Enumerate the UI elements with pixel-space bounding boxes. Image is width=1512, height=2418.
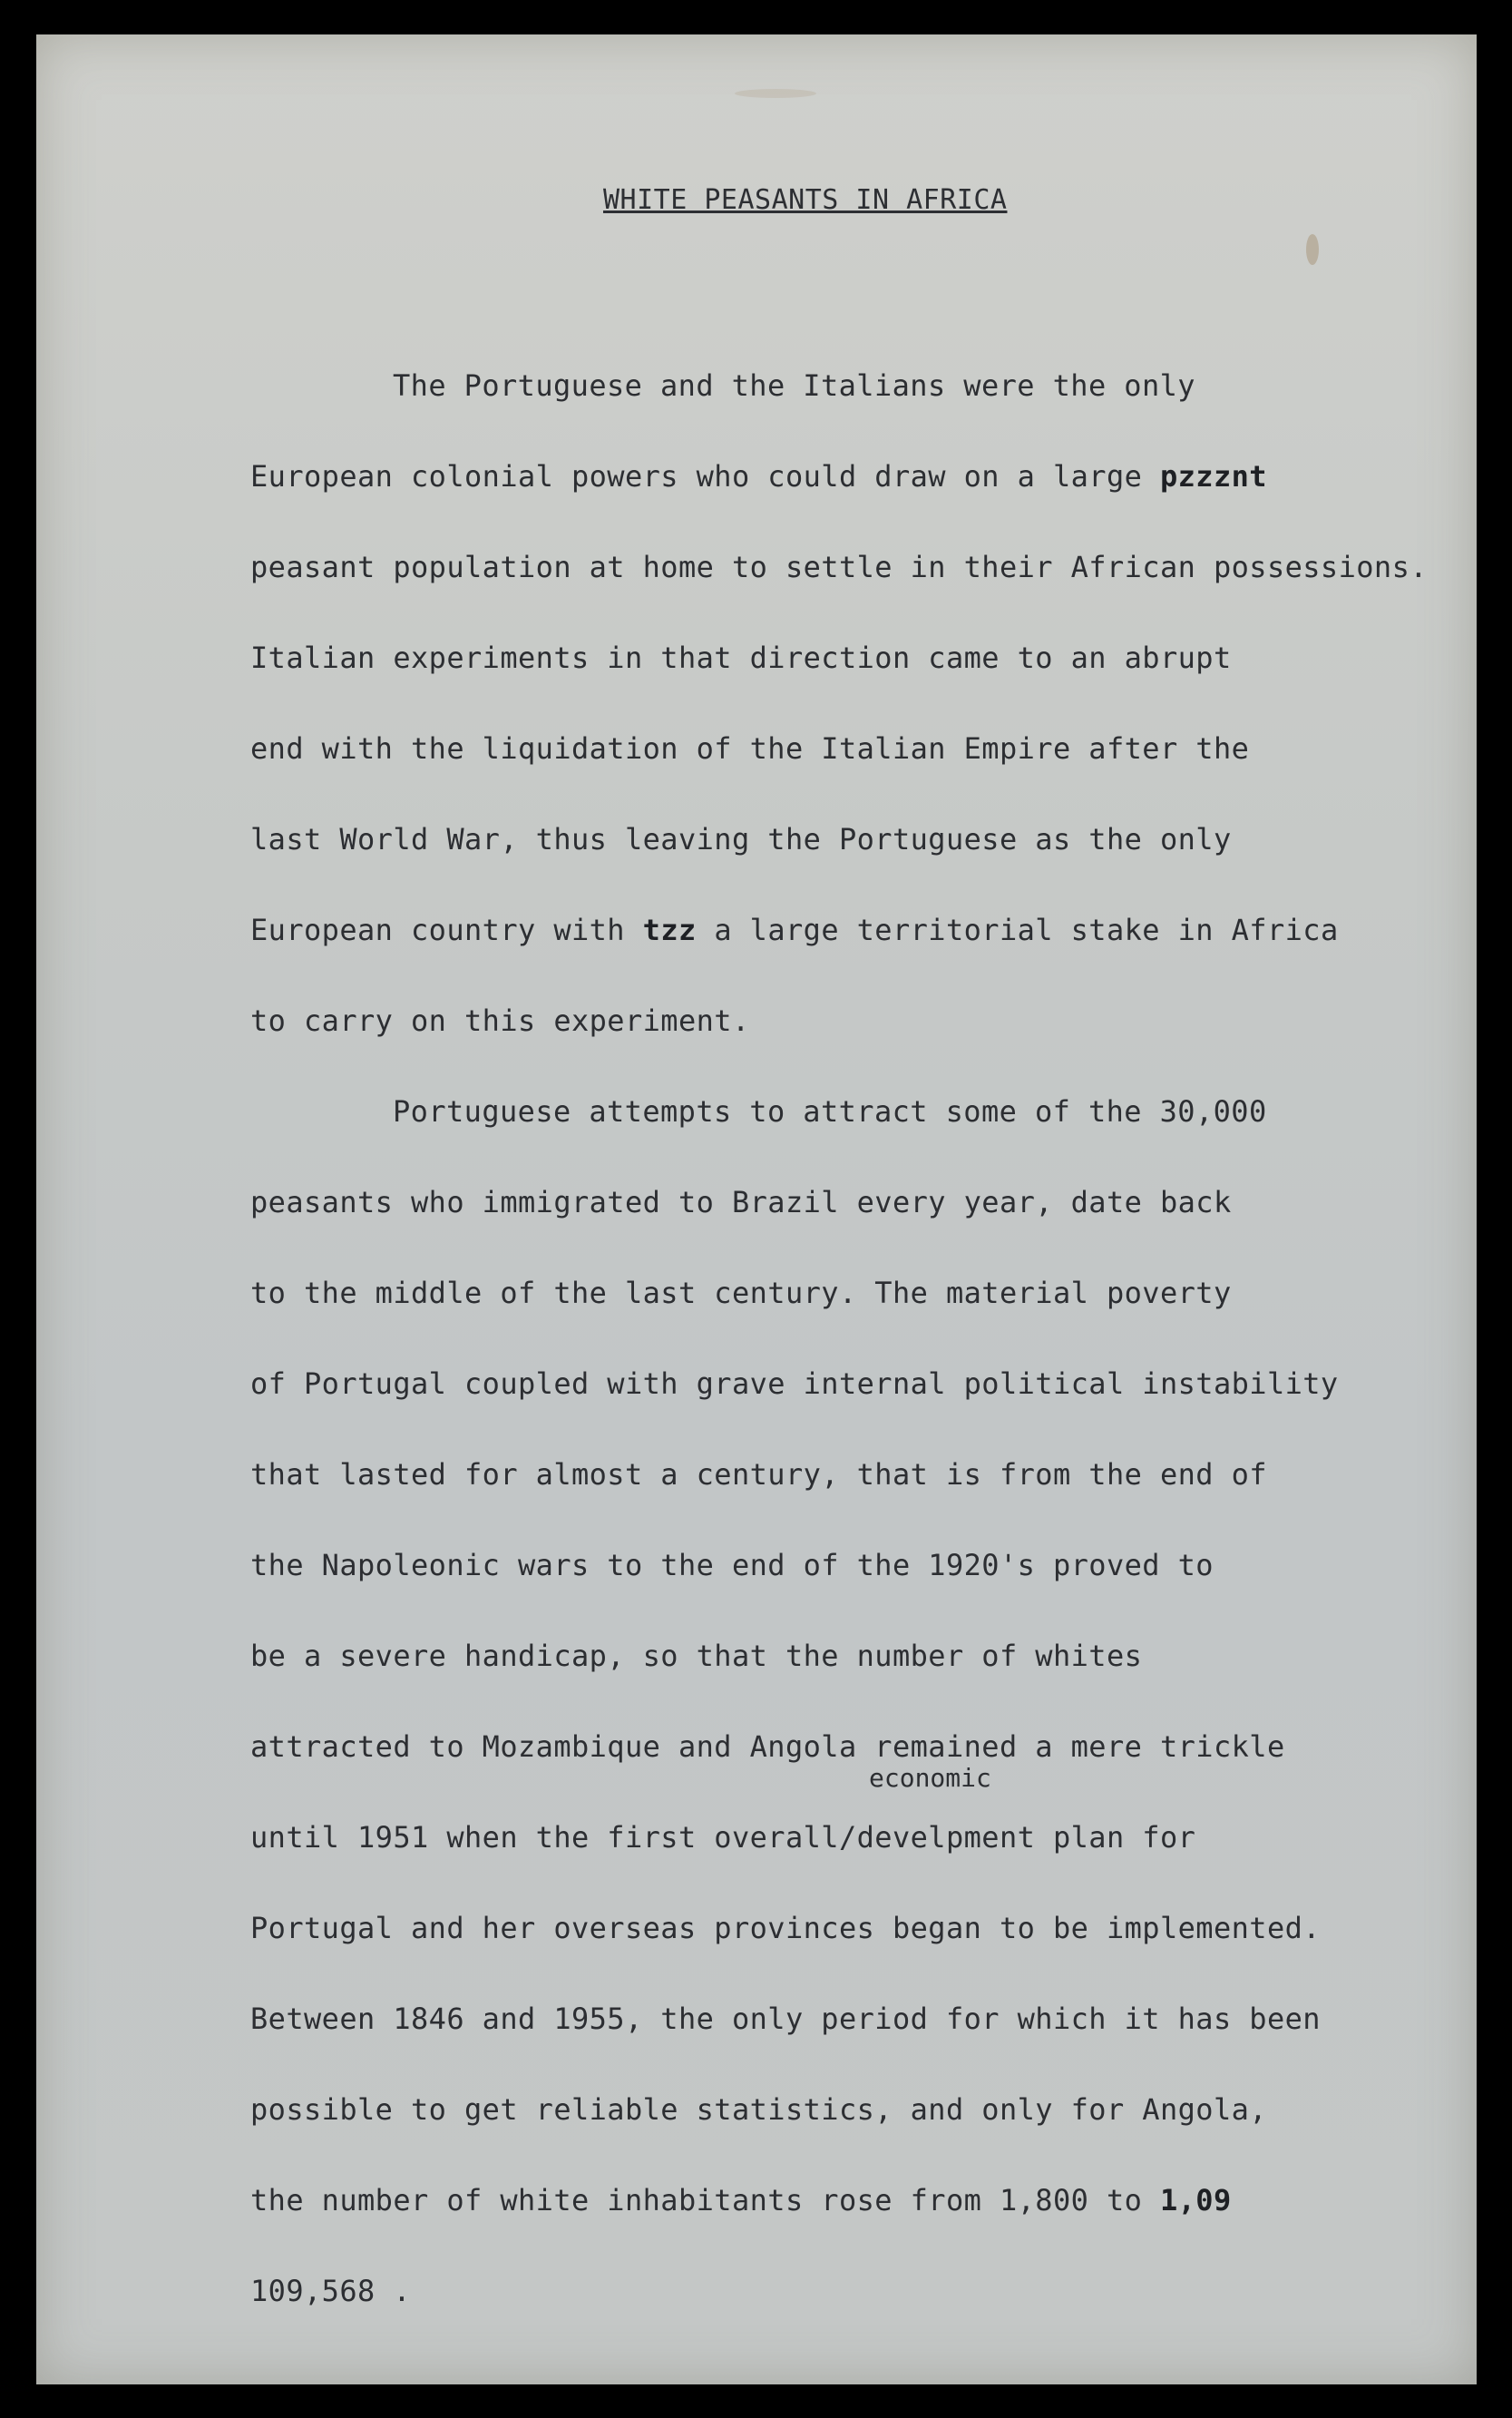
text-line: the Napoleonic wars to the end of the 1920's proved to bbox=[250, 1548, 1214, 1582]
text-line: be a severe handicap, so that the number of whites bbox=[250, 1639, 1143, 1673]
text-line: of Portugal coupled with grave internal political instability bbox=[250, 1366, 1339, 1401]
text-line: that lasted for almost a century, that is from the end of bbox=[250, 1457, 1267, 1492]
paper-stain bbox=[1306, 234, 1319, 265]
text-line bbox=[250, 913, 1339, 947]
text-fragment: the number of white inhabitants rose from 1,800 to bbox=[250, 2183, 1160, 2217]
typed-page bbox=[36, 34, 1477, 2384]
text-line: to the middle of the last century. The material poverty bbox=[250, 1276, 1232, 1310]
text-line: 109,568 . bbox=[250, 2274, 411, 2308]
text-line: Italian experiments in that direction came to an abrupt bbox=[250, 641, 1232, 675]
struck-out-number: 1,09 bbox=[1159, 2183, 1232, 2217]
text-line bbox=[250, 2183, 1232, 2217]
text-line: The Portuguese and the Italians were the only bbox=[393, 368, 1195, 403]
text-line: to carry on this experiment. bbox=[250, 1003, 750, 1038]
text-line bbox=[250, 459, 1267, 494]
text-line: peasant population at home to settle in their African possessions. bbox=[250, 550, 1428, 584]
text-line: attracted to Mozambique and Angola remained a mere trickle bbox=[250, 1729, 1285, 1764]
text-line: peasants who immigrated to Brazil every year, date back bbox=[250, 1185, 1232, 1219]
text-fragment: European country with bbox=[250, 913, 643, 947]
text-fragment: a large territorial stake in Africa bbox=[696, 913, 1339, 947]
text-line: end with the liquidation of the Italian Empire after the bbox=[250, 731, 1250, 766]
text-line: until 1951 when the first overall/develpment plan for bbox=[250, 1820, 1196, 1855]
struck-out-word: pzzznt bbox=[1159, 459, 1267, 494]
text-fragment: European colonial powers who could draw on a large bbox=[250, 459, 1160, 494]
text-line: last World War, thus leaving the Portuguese as the only bbox=[250, 822, 1232, 857]
text-line: Portugal and her overseas provinces began to be implemented. bbox=[250, 1911, 1321, 1945]
struck-out-word: tzz bbox=[642, 913, 697, 947]
paper-stain bbox=[735, 89, 816, 98]
text-line: possible to get reliable statistics, and only for Angola, bbox=[250, 2092, 1267, 2127]
text-line: Between 1846 and 1955, the only period for which it has been bbox=[250, 2002, 1321, 2036]
document-title: WHITE PEASANTS IN AFRICA bbox=[603, 184, 1008, 216]
interlinear-insertion: economic bbox=[869, 1763, 991, 1793]
text-line: Portuguese attempts to attract some of the 30,000 bbox=[393, 1094, 1267, 1129]
